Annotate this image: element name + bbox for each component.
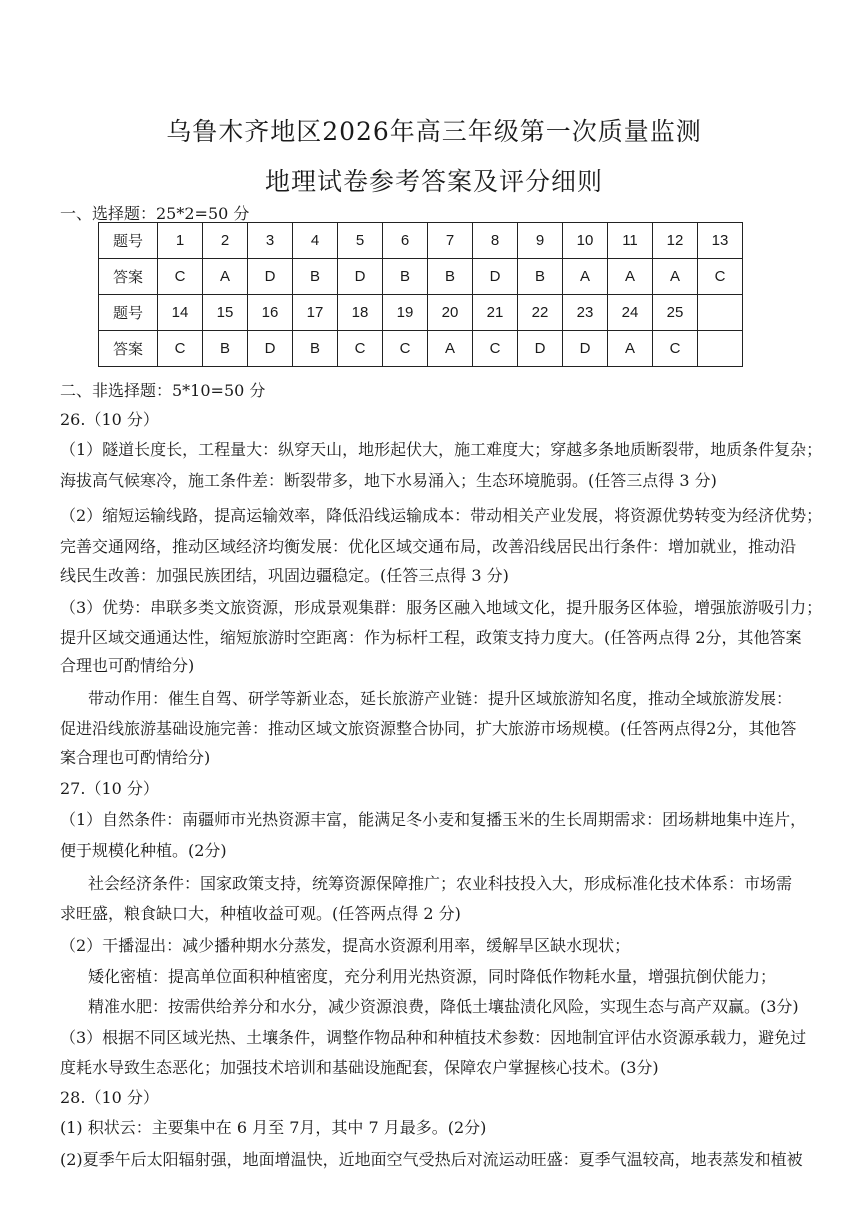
table-cell: A (203, 259, 248, 295)
table-row (99, 331, 743, 367)
question-heading: 26.（10 分） (60, 410, 159, 429)
table-cell: C (383, 331, 428, 367)
answer-line: （2）缩短运输线路，提高运输效率，降低沿线运输成本：带动相关产业发展，将资源优势转变为经济优势； (60, 506, 823, 525)
table-cell: C (698, 259, 743, 295)
table-cell: 22 (518, 295, 563, 331)
table-cell: 19 (383, 295, 428, 331)
table-cell: 4 (293, 223, 338, 259)
answer-line: (2)夏季午后太阳辐射强，地面增温快，近地面空气受热后对流运动旺盛：夏季气温较高，地表蒸发和植被 (60, 1150, 803, 1169)
table-cell: A (608, 259, 653, 295)
table-row (99, 223, 743, 259)
answer-line: （3）根据不同区域光热、土壤条件，调整作物品种和种植技术参数：因地制宜评估水资源承载力，避免过 (60, 1028, 807, 1047)
table-cell: C (653, 331, 698, 367)
row-header: 题号 (99, 223, 158, 259)
row-header: 答案 (99, 331, 158, 367)
answer-line: 度耗水导致生态恶化；加强技术培训和基础设施配套，保障农户掌握核心技术。(3分) (60, 1058, 659, 1077)
table-cell: 14 (158, 295, 203, 331)
answer-line: （1）自然条件：南疆师市光热资源丰富，能满足冬小麦和复播玉米的生长周期需求：团场耕地集中连片， (60, 810, 807, 829)
table-cell: 16 (248, 295, 293, 331)
table-cell: B (203, 331, 248, 367)
section2-heading: 二、非选择题：5*10=50 分 (60, 381, 266, 400)
answer-line: （1）隧道长度长，工程量大：纵穿天山，地形起伏大，施工难度大；穿越多条地质断裂带，地质条件复杂； (60, 440, 823, 459)
table-cell: C (338, 331, 383, 367)
answer-line: （2）干播湿出：减少播种期水分蒸发，提高水资源利用率，缓解旱区缺水现状； (60, 936, 631, 955)
answer-line: 促进沿线旅游基础设施完善：推动区域文旅资源整合协同，扩大旅游市场规模。(任答两点得2分，其他答 (60, 719, 797, 738)
answer-line: 海拔高气候寒冷，施工条件差：断裂带多，地下水易涌入；生态环境脆弱。(任答三点得 3 分) (60, 471, 717, 490)
table-cell: D (248, 259, 293, 295)
table-row (99, 295, 743, 331)
table-cell: B (428, 259, 473, 295)
answer-line: 便于规模化种植。(2分) (60, 841, 227, 860)
answer-line: 精准水肥：按需供给养分和水分，减少资源浪费，降低土壤盐渍化风险，实现生态与高产双赢。(3分) (88, 997, 799, 1016)
table-cell: A (428, 331, 473, 367)
question-heading: 27.（10 分） (60, 779, 159, 798)
table-cell: 24 (608, 295, 653, 331)
table-cell: B (383, 259, 428, 295)
table-cell (698, 331, 743, 367)
answer-line: 社会经济条件：国家政策支持，统筹资源保障推广；农业科技投入大，形成标准化技术体系：市场需 (88, 874, 793, 893)
table-cell: 23 (563, 295, 608, 331)
table-cell: 11 (608, 223, 653, 259)
table-cell: D (473, 259, 518, 295)
table-cell: 13 (698, 223, 743, 259)
table-cell: C (473, 331, 518, 367)
row-header: 题号 (99, 295, 158, 331)
table-cell: 9 (518, 223, 563, 259)
table-cell: 2 (203, 223, 248, 259)
table-cell: 18 (338, 295, 383, 331)
table-cell: B (293, 259, 338, 295)
table-cell: 21 (473, 295, 518, 331)
table-cell: 7 (428, 223, 473, 259)
table-cell: 8 (473, 223, 518, 259)
table-cell: 25 (653, 295, 698, 331)
answer-line: 合理也可酌情给分) (60, 656, 195, 675)
table-row (99, 259, 743, 295)
question-heading: 28.（10 分） (60, 1088, 159, 1107)
answer-line: 线民生改善：加强民族团结，巩固边疆稳定。(任答三点得 3 分) (60, 566, 509, 585)
answer-line: 完善交通网络，推动区域经济均衡发展：优化区域交通布局，改善沿线居民出行条件：增加就业，推动沿 (60, 537, 797, 556)
answer-line: 案合理也可酌情给分) (60, 748, 211, 767)
answer-line: （3）优势：串联多类文旅资源，形成景观集群：服务区融入地域文化，提升服务区体验，增强旅游吸引力； (60, 598, 823, 617)
answer-table (98, 222, 743, 367)
answer-line: 矮化密植：提高单位面积种植密度，充分利用光热资源，同时降低作物耗水量，增强抗倒伏能力； (88, 967, 777, 986)
table-cell: B (518, 259, 563, 295)
table-cell: D (338, 259, 383, 295)
table-cell: 10 (563, 223, 608, 259)
table-cell: A (563, 259, 608, 295)
table-cell: 5 (338, 223, 383, 259)
answer-line: (1) 积状云：主要集中在 6 月至 7月，其中 7 月最多。(2分) (60, 1118, 487, 1137)
page-title: 乌鲁木齐地区2026年高三年级第一次质量监测 (166, 117, 702, 146)
table-cell: D (563, 331, 608, 367)
table-cell: 6 (383, 223, 428, 259)
table-cell: 12 (653, 223, 698, 259)
table-cell: D (248, 331, 293, 367)
table-cell: C (158, 259, 203, 295)
table-cell: 3 (248, 223, 293, 259)
table-cell: 15 (203, 295, 248, 331)
page-subtitle: 地理试卷参考答案及评分细则 (264, 167, 603, 196)
table-cell: A (653, 259, 698, 295)
table-cell: B (293, 331, 338, 367)
answer-line: 带动作用：催生自驾、研学等新业态，延长旅游产业链：提升区域旅游知名度，推动全域旅游发展： (88, 689, 793, 708)
row-header: 答案 (99, 259, 158, 295)
table-cell (698, 295, 743, 331)
answer-line: 提升区域交通通达性，缩短旅游时空距离：作为标杆工程，政策支持力度大。(任答两点得 2分，其他答案 (60, 628, 802, 647)
section1-heading: 一、选择题：25*2=50 分 (60, 204, 250, 223)
answer-line: 求旺盛，粮食缺口大，种植收益可观。(任答两点得 2 分) (60, 904, 461, 923)
table-cell: 17 (293, 295, 338, 331)
table-cell: A (608, 331, 653, 367)
table-cell: D (518, 331, 563, 367)
table-cell: C (158, 331, 203, 367)
table-cell: 20 (428, 295, 473, 331)
table-cell: 1 (158, 223, 203, 259)
